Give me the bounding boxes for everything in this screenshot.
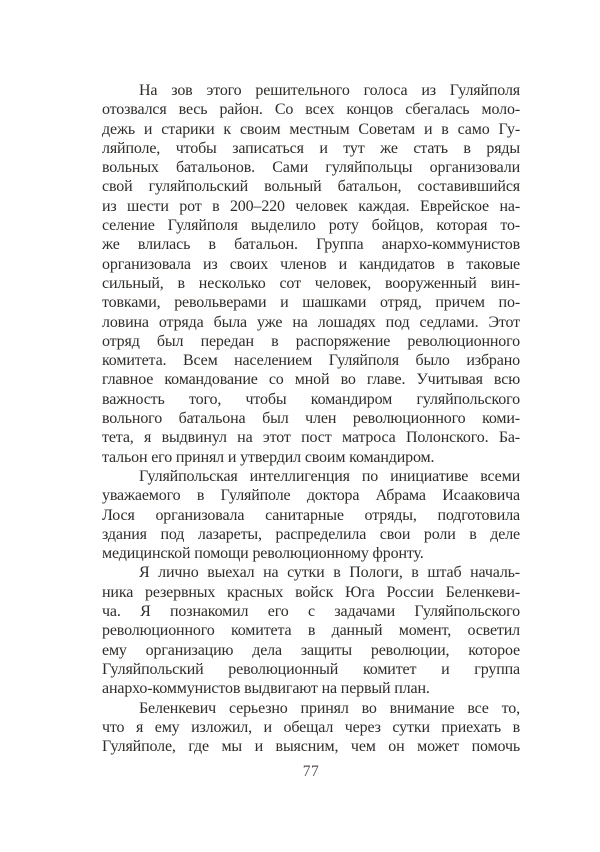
text-line: дежь и старики к своим местным Советам и в само Гу-	[102, 120, 520, 138]
text-line: уважаемого в Гуляйполе доктора Абрама Исааковича	[102, 487, 520, 505]
paragraph	[102, 563, 520, 698]
text-line: же влилась в батальон. Группа анархо-коммунистов	[102, 236, 520, 254]
text-line: что я ему изложил, и обещал через сутки приехать в	[102, 718, 520, 736]
text-line: отозвался весь район. Со всех концов сбегалась моло-	[102, 101, 520, 119]
page-number: 77	[302, 763, 320, 780]
text-line: ляйполе, чтобы записаться и тут же стать в ряды	[102, 139, 520, 157]
text-line: отряд был передан в распоряжение революционного	[102, 332, 520, 350]
text-line: Гуляйполе, где мы и выясним, чем он может помочь	[102, 738, 520, 756]
text-line: комитета. Всем населением Гуляйполя было избрано	[102, 352, 520, 370]
text-line: ника резервных красных войск Юга России Беленкеви-	[102, 583, 520, 601]
text-line: свой гуляйпольский вольный батальон, составившийся	[102, 178, 520, 196]
text-line: На зов этого решительного голоса из Гуляйполя	[139, 82, 520, 99]
text-line: революционного комитета в данный момент, осветил	[102, 622, 520, 640]
text-line: Беленкевич серьезно принял во внимание все то,	[139, 699, 520, 717]
paragraph	[102, 81, 520, 467]
text-line: тета, я выдвинул на этот пост матроса Полонского. Ба-	[102, 429, 520, 447]
text-line: ему организацию дела защиты революции, которое	[102, 641, 520, 659]
text-line: Гуляйпольская интеллигенция по инициативе всеми	[139, 467, 520, 485]
text-line: анархо-коммунистов выдвигают на первый план.	[102, 680, 430, 698]
text-line: селение Гуляйполя выделило роту бойцов, которая то-	[102, 217, 520, 235]
text-block	[102, 81, 520, 756]
text-line: Лося организовала санитарные отряды, подготовила	[102, 506, 520, 524]
text-line: сильный, в несколько сот человек, вооруженный вин-	[102, 274, 520, 292]
text-line: ча. Я познакомил его с задачами Гуляйпольского	[102, 603, 520, 621]
text-line: тальон его принял и утвердил своим командиром.	[102, 448, 435, 466]
text-line: организовала из своих членов и кандидатов в таковые	[102, 255, 520, 273]
text-line: здания под лазареты, распределила свои роли в деле	[102, 525, 520, 543]
text-line: Я лично выехал на сутки в Пологи, в штаб началь-	[139, 564, 520, 582]
text-line: вольных батальонов. Сами гуляйпольцы организовали	[102, 159, 520, 177]
paragraph	[102, 467, 520, 563]
text-line: важность того, чтобы командиром гуляйпольского	[102, 390, 520, 408]
text-line: вольного батальона был член революционного коми-	[102, 410, 520, 428]
paragraph	[102, 699, 520, 757]
text-line: ловина отряда была уже на лошадях под седлами. Этот	[102, 313, 520, 331]
text-line: из шести рот в 200–220 человек каждая. Еврейское на-	[102, 197, 520, 215]
text-line: главное командование со мной во главе. Учитывая всю	[102, 371, 520, 389]
text-line: Гуляйпольский революционный комитет и группа	[102, 660, 520, 678]
text-line: медицинской помощи революционному фронту.	[102, 545, 424, 563]
text-line: товками, револьверами и шашками отряд, причем по-	[102, 294, 520, 312]
